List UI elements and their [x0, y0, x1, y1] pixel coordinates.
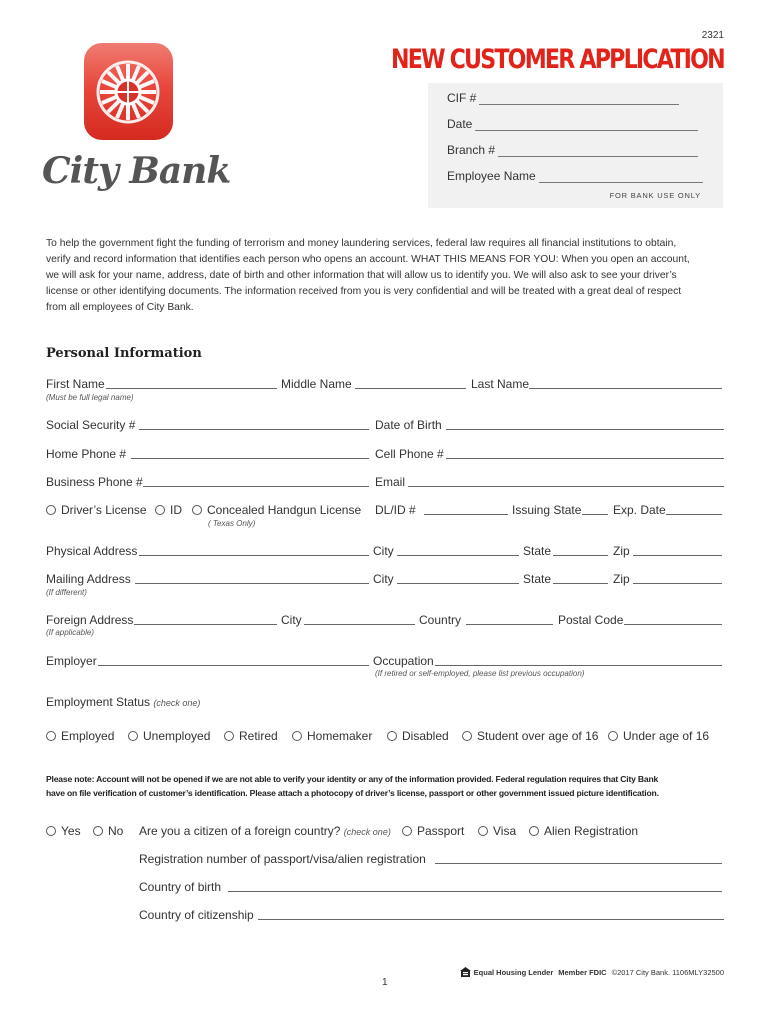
date-field[interactable] — [475, 119, 698, 131]
intro-line: verify and record information that identifies each person who opens an account. WHAT THIS MEANS FOR YOU: When you open an account, — [46, 254, 690, 265]
physical-zip-label: Zip — [613, 544, 630, 558]
physical-address-label: Physical Address — [46, 544, 138, 558]
id-radio[interactable] — [155, 503, 182, 517]
ssn-field[interactable] — [139, 429, 369, 430]
foreign-city-label: City — [281, 613, 302, 627]
homemaker-radio[interactable] — [292, 729, 372, 743]
legal-name-note: (Must be full legal name) — [46, 393, 134, 402]
mailing-city-field[interactable] — [397, 583, 519, 584]
page-number: 1 — [382, 977, 388, 988]
date-label: Date — [447, 117, 473, 131]
passport-radio[interactable] — [402, 824, 464, 838]
retired-label: Retired — [239, 729, 278, 743]
dl-id-field[interactable] — [424, 514, 508, 515]
employee-row — [447, 169, 703, 183]
bank-use-note: FOR BANK USE ONLY — [609, 191, 701, 200]
disabled-radio[interactable] — [387, 729, 449, 743]
physical-state-field[interactable] — [553, 555, 608, 556]
country-field[interactable] — [466, 624, 553, 625]
cell-phone-field[interactable] — [446, 458, 724, 459]
cif-field[interactable] — [479, 93, 679, 105]
radio-circle-icon — [192, 505, 202, 515]
issuing-state-label: Issuing State — [512, 503, 582, 517]
no-label: No — [108, 824, 124, 838]
application-title: NEW CUSTOMER APPLICATION — [391, 44, 724, 75]
foreign-address-field[interactable] — [134, 624, 277, 625]
employment-check-one: (check one) — [153, 698, 201, 708]
radio-circle-icon — [46, 826, 56, 836]
disabled-label: Disabled — [402, 729, 449, 743]
first-name-field[interactable] — [106, 388, 277, 389]
intro-line: To help the government fight the funding of terrorism and money laundering services, federal law requires all financial institutions to obtain, — [46, 238, 677, 249]
student-radio[interactable] — [462, 729, 598, 743]
under-16-label: Under age of 16 — [623, 729, 710, 743]
unemployed-radio[interactable] — [128, 729, 210, 743]
physical-city-label: City — [373, 544, 394, 558]
last-name-field[interactable] — [529, 388, 722, 389]
visa-label: Visa — [493, 824, 517, 838]
mailing-address-label: Mailing Address — [46, 572, 131, 586]
branch-field[interactable] — [498, 145, 698, 157]
employment-status-label — [46, 695, 200, 709]
radio-circle-icon — [46, 505, 56, 515]
dl-id-label: DL/ID # — [375, 503, 416, 517]
mailing-state-field[interactable] — [553, 583, 608, 584]
concealed-handgun-label: Concealed Handgun License — [207, 503, 362, 517]
yes-radio[interactable] — [46, 824, 81, 838]
registration-number-label: Registration number of passport/visa/alien registration — [139, 852, 426, 866]
concealed-handgun-radio[interactable] — [192, 503, 361, 517]
country-of-citizenship-label: Country of citizenship — [139, 908, 254, 922]
employer-field[interactable] — [98, 665, 369, 666]
notice-line: Please note: Account will not be opened if we are not able to verify your identity or any of the information provided. Federal regulation requires that City Bank — [46, 774, 659, 784]
passport-label: Passport — [417, 824, 465, 838]
date-row — [447, 117, 698, 131]
radio-circle-icon — [402, 826, 412, 836]
alien-registration-label: Alien Registration — [544, 824, 639, 838]
radio-circle-icon — [155, 505, 165, 515]
radio-circle-icon — [46, 731, 56, 741]
foreign-citizen-text: Are you a citizen of a foreign country? — [139, 824, 341, 838]
postal-code-field[interactable] — [624, 624, 722, 625]
copyright-text: ©2017 City Bank. 1106MLY32500 — [611, 967, 724, 977]
physical-state-label: State — [523, 544, 552, 558]
notice-line: have on file verification of customer’s identification. Please attach a photocopy of driver’s license, passport or other government issued picture identification. — [46, 787, 659, 798]
branch-label: Branch # — [447, 143, 496, 157]
country-label: Country — [419, 613, 462, 627]
drivers-license-radio[interactable] — [46, 503, 147, 517]
first-name-label: First Name — [46, 377, 105, 391]
unemployed-label: Unemployed — [143, 729, 211, 743]
last-name-label: Last Name — [471, 377, 530, 391]
form-number: 2321 — [701, 30, 724, 41]
radio-circle-icon — [224, 731, 234, 741]
employment-status-text: Employment Status — [46, 695, 151, 709]
country-of-citizenship-field[interactable] — [258, 919, 724, 920]
middle-name-field[interactable] — [355, 388, 466, 389]
section-title-personal: Personal Information — [46, 346, 202, 361]
mailing-city-label: City — [373, 572, 394, 586]
foreign-citizen-question — [139, 824, 391, 838]
country-of-birth-label: Country of birth — [139, 880, 222, 894]
member-fdic-text: Member FDIC — [558, 967, 607, 977]
physical-zip-field[interactable] — [633, 555, 722, 556]
equal-housing-icon — [460, 967, 471, 977]
home-phone-label: Home Phone # — [46, 447, 127, 461]
student-label: Student over age of 16 — [477, 729, 599, 743]
citizenship-check-one: (check one) — [343, 827, 391, 837]
dob-label: Date of Birth — [375, 418, 442, 432]
radio-circle-icon — [462, 731, 472, 741]
intro-line: license or other identifying documents. The information received from you is very confidential and will be treated with a great deal of respect — [46, 286, 682, 297]
radio-circle-icon — [608, 731, 618, 741]
home-phone-field[interactable] — [131, 458, 369, 459]
business-phone-field[interactable] — [143, 486, 369, 487]
exp-date-field[interactable] — [666, 514, 722, 515]
mailing-state-label: State — [523, 572, 552, 586]
radio-circle-icon — [292, 731, 302, 741]
intro-paragraph — [46, 236, 726, 316]
business-phone-label: Business Phone # — [46, 475, 143, 489]
verification-notice — [46, 773, 736, 800]
equal-housing-text: Equal Housing Lender — [473, 967, 554, 977]
issuing-state-field[interactable] — [582, 514, 608, 515]
yes-label: Yes — [61, 824, 81, 838]
footer — [460, 967, 724, 977]
branch-row — [447, 143, 698, 157]
postal-code-label: Postal Code — [558, 613, 624, 627]
occupation-label: Occupation — [373, 654, 434, 668]
mailing-zip-field[interactable] — [633, 583, 722, 584]
id-label: ID — [170, 503, 182, 517]
radio-circle-icon — [387, 731, 397, 741]
employee-field[interactable] — [539, 171, 703, 183]
cif-label: CIF # — [447, 91, 477, 105]
employee-label: Employee Name — [447, 169, 536, 183]
texas-only-note: ( Texas Only) — [208, 519, 256, 528]
under-16-radio[interactable] — [608, 729, 709, 743]
alien-registration-radio[interactable] — [529, 824, 638, 838]
employed-radio[interactable] — [46, 729, 114, 743]
occupation-field[interactable] — [435, 665, 722, 666]
homemaker-label: Homemaker — [307, 729, 373, 743]
cell-phone-label: Cell Phone # — [375, 447, 444, 461]
city-bank-logo-icon — [84, 43, 173, 140]
if-applicable-note: (If applicable) — [46, 628, 95, 637]
drivers-license-label: Driver’s License — [61, 503, 147, 517]
radio-circle-icon — [128, 731, 138, 741]
employer-label: Employer — [46, 654, 97, 668]
employed-label: Employed — [61, 729, 115, 743]
foreign-address-label: Foreign Address — [46, 613, 134, 627]
bank-use-box — [428, 83, 723, 208]
middle-name-label: Middle Name — [281, 377, 352, 391]
ssn-label: Social Security # — [46, 418, 136, 432]
dob-field[interactable] — [446, 429, 724, 430]
exp-date-label: Exp. Date — [613, 503, 666, 517]
physical-city-field[interactable] — [397, 555, 519, 556]
email-label: Email — [375, 475, 406, 489]
occupation-note: (If retired or self-employed, please list previous occupation) — [375, 669, 585, 678]
intro-line: we will ask for your name, address, date of birth and other information that will allow us to identify you. We will also ask to see your driver’s — [46, 270, 677, 281]
physical-address-field[interactable] — [139, 555, 369, 556]
mailing-zip-label: Zip — [613, 572, 630, 586]
no-radio[interactable] — [93, 824, 123, 838]
registration-number-field[interactable] — [435, 863, 722, 864]
country-of-birth-field[interactable] — [228, 891, 722, 892]
email-field[interactable] — [408, 486, 724, 487]
intro-line: from all employees of City Bank. — [46, 302, 194, 313]
bank-name-wordmark: City Bank — [42, 150, 231, 192]
radio-circle-icon — [529, 826, 539, 836]
foreign-city-field[interactable] — [304, 624, 415, 625]
radio-circle-icon — [478, 826, 488, 836]
retired-radio[interactable] — [224, 729, 278, 743]
radio-circle-icon — [93, 826, 103, 836]
cif-row — [447, 91, 679, 105]
mailing-address-field[interactable] — [135, 583, 369, 584]
if-different-note: (If different) — [46, 588, 87, 597]
visa-radio[interactable] — [478, 824, 516, 838]
